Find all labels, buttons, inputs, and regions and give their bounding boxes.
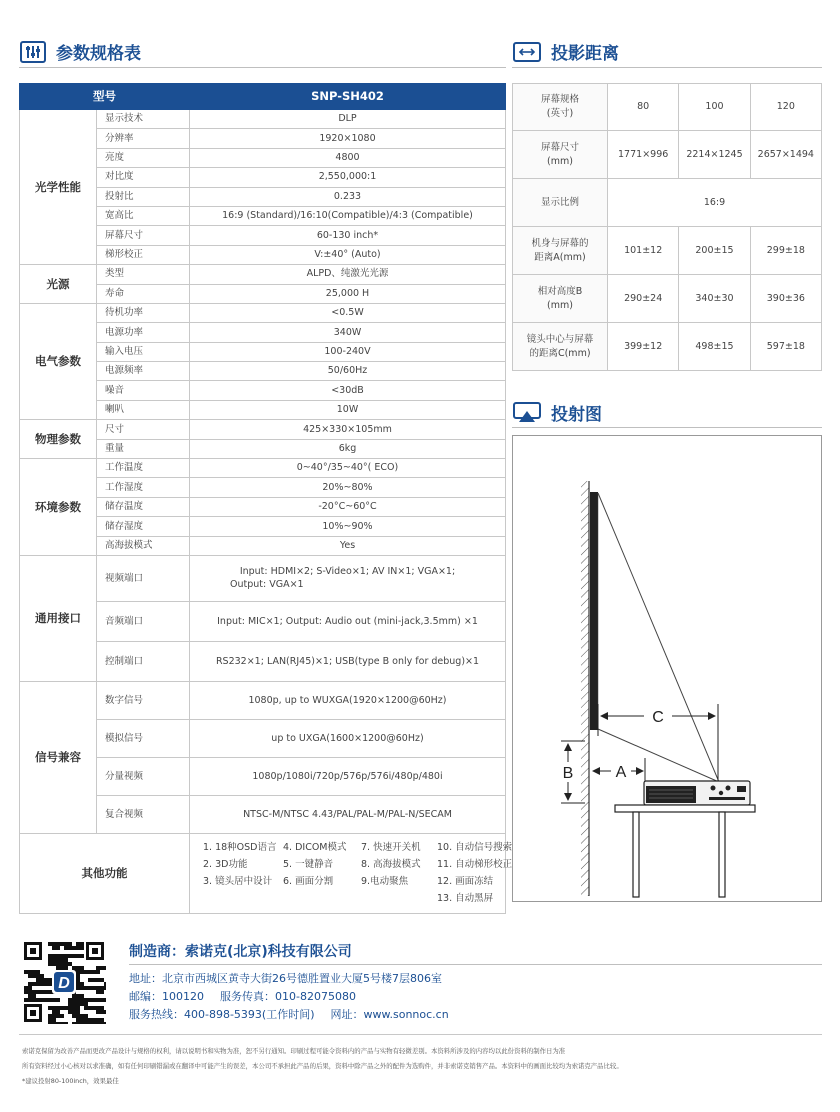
model-label: 型号 (20, 84, 190, 110)
feature-item: 4. DICOM模式 (283, 842, 347, 854)
spec-value: <30dB (190, 381, 506, 400)
spec-row (20, 681, 506, 719)
spec-category: 物理参数 (20, 420, 97, 459)
spec-value: ALPD、纯激光光源 (190, 265, 506, 284)
feature-item: 6. 画面分割 (283, 875, 334, 887)
distance-key-line: (英寸) (546, 108, 574, 119)
distance-value: 299±18 (750, 227, 821, 275)
spec-value-line: Output: VGA×1 (230, 579, 304, 591)
label-c: C (652, 709, 664, 726)
address: 地址：北京市西城区黄寺大街26号德胜置业大厦5号楼7层806室 (129, 972, 442, 985)
spec-value: 6kg (190, 439, 506, 458)
table-stand (615, 805, 755, 897)
dimension-a (593, 758, 645, 788)
spec-key: 宽高比 (97, 206, 190, 225)
postcode: 邮编：100120 (129, 990, 204, 1003)
spec-value: 16:9 (Standard)/16:10(Compatible)/4:3 (Compatible) (190, 206, 506, 225)
distance-key (513, 227, 608, 275)
distance-value: 100 (679, 84, 750, 131)
feature-item: 3. 镜头居中设计 (203, 875, 273, 887)
distance-key (513, 275, 608, 323)
feature-item (283, 892, 361, 906)
spec-key: 高海拔模式 (97, 536, 190, 555)
spec-value: 1080p/1080i/720p/576p/576i/480p/480i (190, 757, 506, 795)
spec-value: 100-240V (190, 342, 506, 361)
feature-item (203, 892, 283, 906)
spec-key: 储存温度 (97, 497, 190, 516)
feature-item: 9.电动聚焦 (361, 875, 409, 887)
distance-key (513, 323, 608, 371)
distance-row (513, 275, 822, 323)
spec-key: 工作温度 (97, 459, 190, 478)
model-row (20, 84, 506, 110)
spec-value: 340W (190, 323, 506, 342)
distance-key-line: 屏幕规格 (540, 94, 579, 106)
horizontal-arrows-icon (513, 42, 541, 62)
distance-key-line: 显示比例 (540, 196, 579, 208)
spec-value: 60-130 inch* (190, 226, 506, 245)
spec-value (190, 555, 506, 601)
feature-item: 8. 高海拔模式 (361, 859, 421, 871)
distance-value: 2657×1494 (750, 131, 821, 179)
distance-title: 投影距离 (551, 44, 619, 64)
spec-value: 50/60Hz (190, 362, 506, 381)
distance-key-line: (mm) (547, 155, 573, 167)
feature-item: 2. 3D功能 (203, 859, 248, 871)
feature-item: 10. 自动信号搜索 (437, 842, 513, 854)
spec-value: 0.233 (190, 187, 506, 206)
spec-row (20, 459, 506, 478)
spec-category: 环境参数 (20, 459, 97, 556)
spec-key: 亮度 (97, 148, 190, 167)
distance-row (513, 323, 822, 371)
distance-value: 101±12 (608, 227, 679, 275)
spec-key: 对比度 (97, 168, 190, 187)
spec-key: 显示技术 (97, 110, 190, 129)
spec-value: <0.5W (190, 303, 506, 322)
spec-key: 类型 (97, 265, 190, 284)
spec-key: 噪音 (97, 381, 190, 400)
legal-rule (19, 1034, 822, 1035)
spec-key: 音频端口 (97, 601, 190, 641)
spec-row (20, 420, 506, 439)
spec-value: DLP (190, 110, 506, 129)
spec-key: 视频端口 (97, 555, 190, 601)
feature-item: 7. 快速开关机 (361, 842, 421, 854)
model-value: SNP-SH402 (190, 84, 506, 110)
diagram-title-rule (512, 427, 822, 428)
feature-item: 1. 18种OSD语言 (203, 842, 277, 854)
spec-category: 光学性能 (20, 110, 97, 265)
spec-value: 1920×1080 (190, 129, 506, 148)
spec-section-title (20, 39, 141, 64)
feature-item: 13. 自动黑屏 (437, 892, 494, 904)
spec-title-rule (19, 67, 506, 68)
spec-key: 数字信号 (97, 681, 190, 719)
spec-key: 梯形校正 (97, 245, 190, 264)
feature-item: 11. 自动梯形校正 (437, 859, 513, 871)
distance-value: 399±12 (608, 323, 679, 371)
spec-key: 分辨率 (97, 129, 190, 148)
sliders-icon (20, 41, 46, 63)
wall (581, 481, 589, 896)
spec-category: 光源 (20, 265, 97, 304)
distance-value: 2214×1245 (679, 131, 750, 179)
spec-value: V:±40° (Auto) (190, 245, 506, 264)
distance-value: 120 (750, 84, 821, 131)
spec-value: Yes (190, 536, 506, 555)
qr-logo-letter: D (58, 975, 70, 992)
distance-title-rule (512, 67, 822, 68)
spec-key: 屏幕尺寸 (97, 226, 190, 245)
label-b: B (562, 765, 574, 782)
spec-table (19, 83, 513, 914)
distance-value: 290±24 (608, 275, 679, 323)
spec-category: 通用接口 (20, 555, 97, 681)
spec-key: 寿命 (97, 284, 190, 303)
spec-value: 1080p, up to WUXGA(1920×1200@60Hz) (190, 681, 506, 719)
distance-key (513, 131, 608, 179)
label-a: A (615, 764, 627, 781)
distance-value: 390±36 (750, 275, 821, 323)
spec-key: 尺寸 (97, 420, 190, 439)
feature-item: 5. 一键静音 (283, 859, 334, 871)
spec-key: 电源频率 (97, 362, 190, 381)
hotline: 服务热线：400-898-5393(工作时间) (129, 1008, 315, 1021)
distance-key-line: 距离A(mm) (534, 251, 586, 263)
distance-row (513, 84, 822, 131)
distance-value: 200±15 (679, 227, 750, 275)
spec-category: 信号兼容 (20, 681, 97, 833)
contact-line-2 (129, 1006, 449, 1022)
spec-key: 储存湿度 (97, 517, 190, 536)
distance-key-line: (mm) (547, 299, 573, 311)
spec-value: 10%~90% (190, 517, 506, 536)
spec-key: 输入电压 (97, 342, 190, 361)
spec-value: NTSC-M/NTSC 4.43/PAL/PAL-M/PAL-N/SECAM (190, 795, 506, 833)
feature-item (361, 892, 437, 906)
other-features-row (20, 833, 506, 913)
distance-table (512, 83, 822, 371)
projection-screen (590, 492, 598, 730)
fax: 服务传真：010-82075080 (220, 990, 356, 1003)
projector (644, 781, 750, 805)
spec-value: RS232×1; LAN(RJ45)×1; USB(type B only for debug)×1 (190, 641, 506, 681)
distance-key-line: 机身与屏幕的 (531, 237, 589, 249)
distance-key-line: 相对高度B (537, 285, 583, 297)
features-cell (190, 833, 513, 913)
distance-key (513, 84, 608, 131)
legal-text-2: 所有资料经过小心核对以求准确，如有任何印刷错漏或在翻译中可能产生的误差，本公司不承担此产品的后果，资料中除产品之外的配件为选购件，并非索诺克销售产品。本资料中的画面比较均为索诺克产品比较。 (22, 1062, 623, 1070)
distance-value: 1771×996 (608, 131, 679, 179)
spec-value: 25,000 H (190, 284, 506, 303)
feature-item: 12. 画面冻结 (437, 875, 494, 887)
distance-key-line: 镜头中心与屏幕 (526, 333, 594, 345)
distance-value: 340±30 (679, 275, 750, 323)
spec-category: 电气参数 (20, 303, 97, 419)
spec-row (20, 303, 506, 322)
spec-value: up to UXGA(1600×1200@60Hz) (190, 719, 506, 757)
company-name: 制造商：索诺克(北京)科技有限公司 (129, 944, 352, 960)
spec-key: 重量 (97, 439, 190, 458)
spec-key: 分量视频 (97, 757, 190, 795)
distance-value: 80 (608, 84, 679, 131)
legal-text-1: 索诺克保留为改善产品而更改产品设计与规格的权利，请以说明书和实物为准，恕不另行通知。印刷过程可能令资料内的产品与实物有轻微差别。本资料所涉及的内容均以此份资料的制作日为准 (22, 1047, 566, 1055)
spec-key: 喇叭 (97, 400, 190, 419)
legal-text-3: *建议投射80-100inch，效果最佳 (22, 1077, 119, 1085)
projection-screen-icon (513, 402, 541, 424)
website[interactable]: 网址：www.sonnoc.cn (330, 1008, 449, 1021)
distance-value: 16:9 (608, 179, 822, 227)
spec-value: 10W (190, 400, 506, 419)
spec-value: 0~40°/35~40°( ECO) (190, 459, 506, 478)
distance-key (513, 179, 608, 227)
spec-value: 20%~80% (190, 478, 506, 497)
spec-value: -20°C~60°C (190, 497, 506, 516)
spec-key: 控制端口 (97, 641, 190, 681)
distance-row (513, 227, 822, 275)
spec-value: 2,550,000:1 (190, 168, 506, 187)
spec-key: 模拟信号 (97, 719, 190, 757)
footer-rule (129, 964, 822, 965)
spec-key: 工作湿度 (97, 478, 190, 497)
distance-key-line: 的距离C(mm) (529, 347, 591, 359)
distance-row (513, 179, 822, 227)
spec-key: 投射比 (97, 187, 190, 206)
spec-key: 复合视频 (97, 795, 190, 833)
spec-value-line: Input: HDMI×2; S-Video×1; AV IN×1; VGA×1; (239, 565, 456, 577)
contact-line-1 (129, 988, 356, 1004)
distance-value: 498±15 (679, 323, 750, 371)
distance-key-line: 屏幕尺寸 (540, 141, 579, 153)
distance-row (513, 131, 822, 179)
spec-row (20, 555, 506, 601)
distance-section-title (513, 39, 619, 64)
spec-value: Input: MIC×1; Output: Audio out (mini-jack,3.5mm) ×1 (190, 601, 506, 641)
spec-title: 参数规格表 (56, 44, 141, 64)
spec-row (20, 110, 506, 129)
spec-category: 其他功能 (20, 833, 190, 913)
diagram-section-title (513, 400, 602, 425)
spec-value: 425×330×105mm (190, 420, 506, 439)
spec-row (20, 265, 506, 284)
spec-value: 4800 (190, 148, 506, 167)
diagram-title: 投射图 (551, 405, 602, 425)
distance-value: 597±18 (750, 323, 821, 371)
spec-key: 待机功率 (97, 303, 190, 322)
spec-key: 电源功率 (97, 323, 190, 342)
qr-code (22, 940, 106, 1024)
projection-beam (598, 493, 719, 782)
projection-diagram (512, 435, 822, 902)
features-grid (193, 839, 513, 907)
